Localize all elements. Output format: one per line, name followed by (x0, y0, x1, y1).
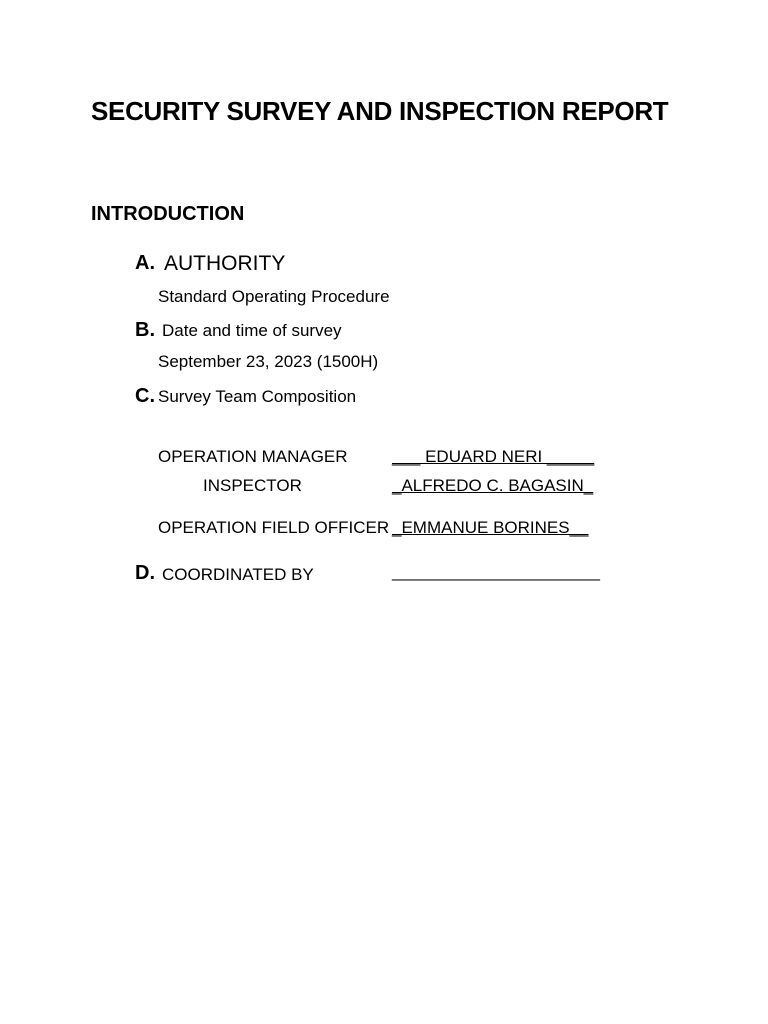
item-d-label: COORDINATED BY (162, 565, 314, 584)
team-name-operation-field-officer (392, 518, 589, 538)
team-name-operation-manager (392, 447, 594, 467)
team-role-operation-manager: OPERATION MANAGER (158, 447, 348, 466)
item-d-letter: D. (135, 562, 155, 584)
item-a-label: AUTHORITY (164, 252, 286, 275)
item-b-letter: B. (135, 319, 155, 341)
item-a-value: Standard Operating Procedure (158, 287, 390, 306)
team-name-inspector-text: _ALFREDO C. BAGASIN_ (392, 476, 594, 495)
section-heading-introduction: INTRODUCTION (91, 203, 245, 225)
team-role-operation-field-officer: OPERATION FIELD OFFICER (158, 518, 390, 537)
team-name-operation-field-officer-text: _EMMANUE BORINES__ (392, 518, 589, 537)
document-title: SECURITY SURVEY AND INSPECTION REPORT (91, 96, 669, 126)
item-c-letter: C. (135, 385, 155, 407)
item-a-letter: A. (135, 252, 155, 274)
coordinated-by-signature-line: ______________________ (392, 562, 601, 581)
team-name-inspector (392, 476, 593, 496)
item-b-value: September 23, 2023 (1500H) (158, 352, 379, 371)
team-role-inspector: INSPECTOR (203, 476, 302, 495)
item-b-label: Date and time of survey (162, 321, 342, 340)
team-name-operation-manager-text: ___ EDUARD NERI _____ (392, 447, 595, 466)
item-c-label: Survey Team Composition (158, 387, 357, 406)
